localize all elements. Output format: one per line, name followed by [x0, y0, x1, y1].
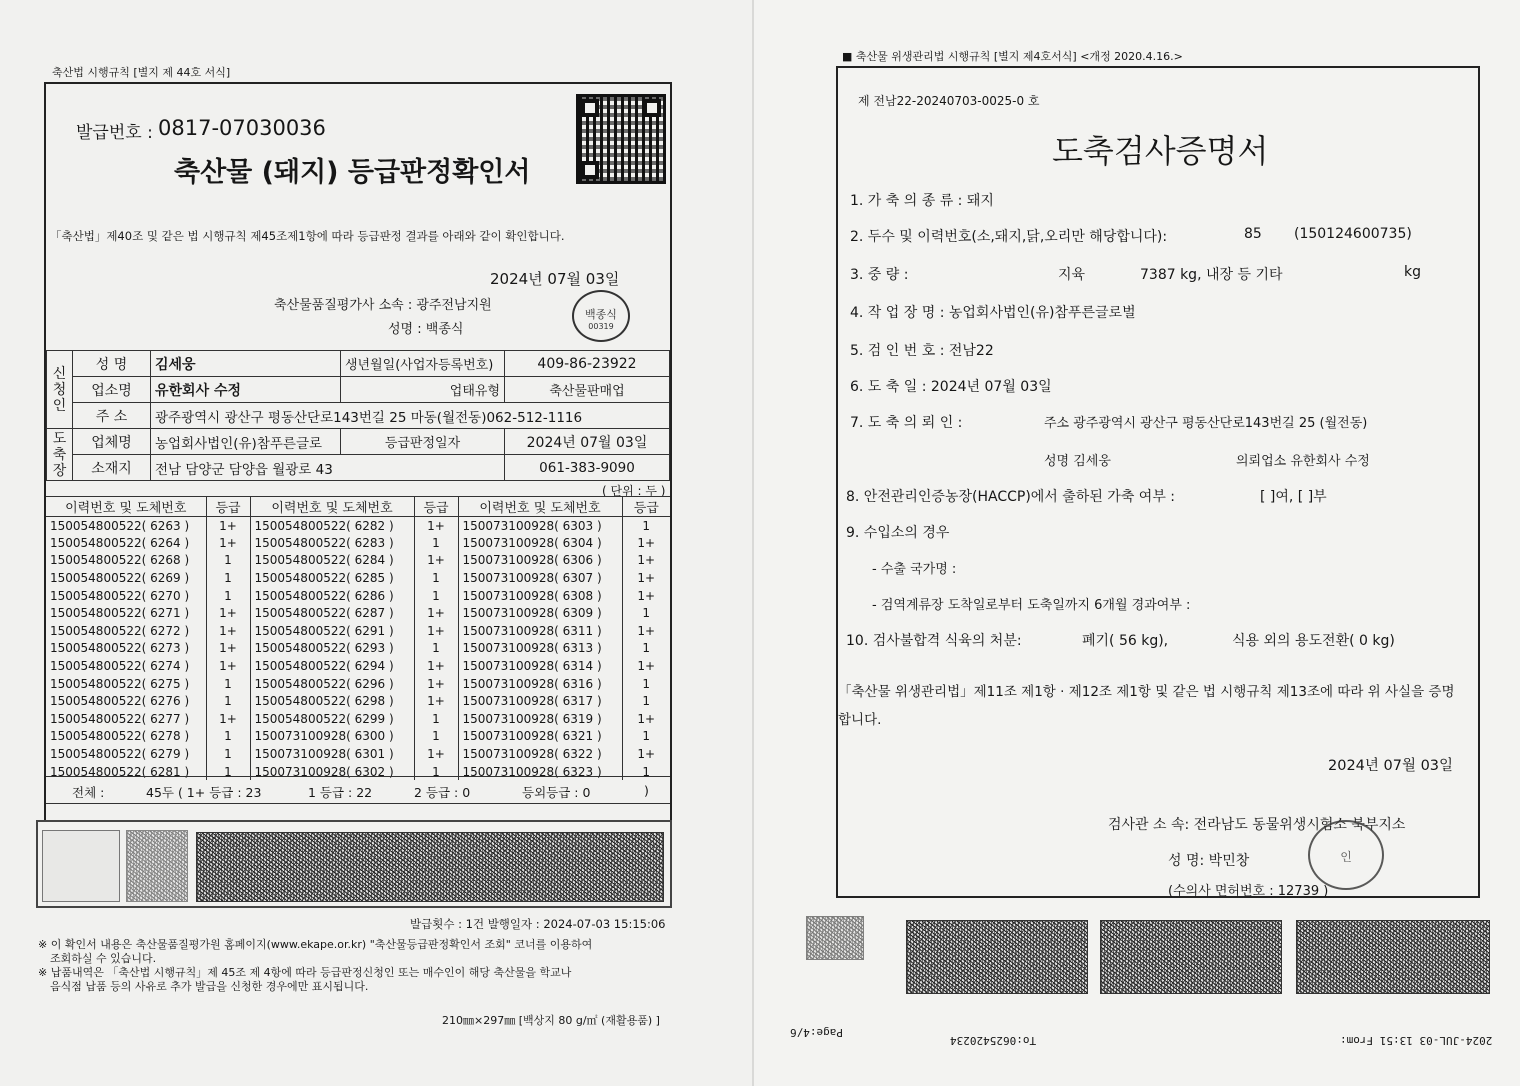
carcass-id-3: 150073100928( 6321 )	[458, 728, 622, 746]
grade-table-row	[46, 587, 670, 605]
evaluator-name: 성명 : 백종식	[388, 322, 464, 337]
carcass-id-3: 150073100928( 6304 )	[458, 534, 622, 552]
carcass-id-3: 150073100928( 6317 )	[458, 692, 622, 710]
business-label: 업소명	[73, 377, 151, 403]
grade-table-row	[46, 657, 670, 675]
barcode-small-icon	[806, 916, 864, 960]
barcode-blank-icon	[42, 830, 120, 902]
inspector-seal-text: 인	[1340, 850, 1352, 864]
carcass-grade-3: 1+	[637, 747, 656, 762]
carcass-grade-2: 1	[414, 569, 458, 587]
carcass-id-3: 150073100928( 6306 )	[458, 552, 622, 570]
item-7-business: 의뢰업소 유한회사 수정	[1236, 454, 1370, 469]
carcass-grade-1: 1	[206, 675, 250, 693]
carcass-id-1: 150054800522( 6278 )	[46, 728, 206, 746]
carcass-id-3: 150073100928( 6316 )	[458, 675, 622, 693]
carcass-grade-2: 1+	[414, 657, 458, 675]
carcass-id-2: 150054800522( 6284 )	[250, 552, 414, 570]
carcass-id-3: 150073100928( 6319 )	[458, 710, 622, 728]
grade-table-row	[46, 569, 670, 587]
summary-grade2: 2 등급 : 0	[414, 785, 471, 800]
carcass-grade-3: 1+	[637, 571, 656, 586]
item-7-address: 주소 광주광역시 광산구 평동산단로143번길 25 (월전동)	[1044, 416, 1368, 431]
grade-table	[46, 496, 670, 780]
grade-table-row	[46, 745, 670, 763]
carcass-grade-3: 1+	[637, 553, 656, 568]
carcass-id-1: 150054800522( 6264 )	[46, 534, 206, 552]
item-9b-quarantine: - 검역계류장 도착일로부터 도축일까지 6개월 경과여부 :	[872, 598, 1191, 613]
carcass-id-3: 150073100928( 6323 )	[458, 763, 622, 781]
carcass-grade-1: 1	[206, 745, 250, 763]
item-7-name: 성명 김세웅	[1044, 454, 1111, 469]
summary-total-label: 전체 :	[72, 785, 105, 800]
issue-info: 발급횟수 : 1건 발행일자 : 2024-07-03 15:15:06	[410, 917, 666, 931]
inspection-legal-text-a: 「축산물 위생관리법」제11조 제1항 · 제12조 제1항 및 같은 법 시행규칙 제13조에 따라 위 사실을 증명	[838, 684, 1455, 700]
inspection-title: 도축검사증명서	[1052, 132, 1269, 170]
carcass-grade-3: 1	[642, 641, 651, 656]
carcass-grade-2: 1	[414, 710, 458, 728]
carcass-id-2: 150054800522( 6291 )	[250, 622, 414, 640]
barcode-gray-icon	[126, 830, 188, 902]
item-3-unit: kg	[1404, 264, 1421, 280]
issue-number: 0817-07030036	[158, 116, 326, 140]
carcass-id-2: 150054800522( 6294 )	[250, 657, 414, 675]
item-7-requester: 7. 도 축 의 뢰 인 :	[850, 415, 963, 431]
carcass-grade-3: 1	[642, 518, 651, 533]
seal-number: 00319	[588, 322, 614, 331]
applicant-table	[46, 350, 670, 481]
col-grade-header-3: 등급	[622, 497, 670, 517]
legal-basis-text: 「축산법」제40조 및 같은 법 시행규칙 제45조제1항에 따라 등급판정 결과를 아래와 같이 확인합니다.	[50, 229, 565, 243]
item-6-slaughter-date: 6. 도 축 일 : 2024년 07월 03일	[850, 379, 1052, 395]
carcass-id-2: 150054800522( 6282 )	[250, 517, 414, 535]
carcass-grade-1: 1+	[206, 710, 250, 728]
grade-table-row	[46, 640, 670, 658]
carcass-grade-2: 1+	[414, 622, 458, 640]
carcass-grade-3: 1	[642, 729, 651, 744]
item-2-trace-id: (150124600735)	[1294, 226, 1412, 242]
carcass-grade-3: 1	[642, 676, 651, 691]
carcass-grade-1: 1+	[206, 640, 250, 658]
address-value: 광주광역시 광산구 평동산단로143번길 25 마동(월전동)062-512-1116	[151, 403, 670, 429]
grade-table-row	[46, 604, 670, 622]
carcass-id-2: 150054800522( 6298 )	[250, 692, 414, 710]
carcass-grade-1: 1+	[206, 604, 250, 622]
col-grade-header-2: 등급	[414, 497, 458, 517]
item-8-options: [ ]여, [ ]부	[1260, 489, 1327, 505]
carcass-grade-1: 1	[206, 728, 250, 746]
carcass-grade-3: 1+	[637, 588, 656, 603]
grade-date-label: 등급판정일자	[341, 429, 505, 455]
carcass-grade-2: 1+	[414, 604, 458, 622]
note-1a: ※ 이 확인서 내용은 축산물품질평가원 홈페이지(www.ekape.or.kr) "축산물등급판정확인서 조회" 코너를 이용하여	[38, 938, 593, 951]
business-type-label: 업태유형	[341, 377, 505, 403]
carcass-grade-2: 1+	[414, 517, 458, 535]
evaluator-affiliation: 축산물품질평가사 소속 : 광주전남지원	[274, 298, 492, 313]
col-id-header-2: 이력번호 및 도체번호	[250, 497, 414, 517]
carcass-id-3: 150073100928( 6309 )	[458, 604, 622, 622]
birth-value: 409-86-23922	[505, 351, 670, 377]
grade-table-row	[46, 728, 670, 746]
carcass-id-3: 150073100928( 6322 )	[458, 745, 622, 763]
location-label: 소재지	[73, 455, 151, 481]
carcass-grade-2: 1+	[414, 692, 458, 710]
location-phone: 061-383-9090	[505, 455, 670, 481]
applicant-group-label: 신청인	[47, 351, 73, 429]
form-reference: 축산법 시행규칙 [별지 제 44호 서식]	[52, 66, 231, 79]
location-value: 전남 담양군 담양읍 월광로 43	[151, 455, 505, 481]
grade-table-row	[46, 692, 670, 710]
grade-table-row	[46, 710, 670, 728]
item-9-import: 9. 수입소의 경우	[846, 525, 950, 541]
item-4-workplace: 4. 작 업 장 명 : 농업회사법인(유)참푸른글로벌	[850, 305, 1136, 321]
carcass-grade-1: 1+	[206, 517, 250, 535]
carcass-id-2: 150054800522( 6287 )	[250, 604, 414, 622]
item-8-haccp: 8. 안전관리인증농장(HACCP)에서 출하된 가축 여부 :	[846, 489, 1176, 505]
carcass-id-1: 150054800522( 6281 )	[46, 763, 206, 781]
col-id-header-1: 이력번호 및 도체번호	[46, 497, 206, 517]
carcass-grade-1: 1+	[206, 534, 250, 552]
carcass-grade-1: 1	[206, 692, 250, 710]
address-label: 주 소	[73, 403, 151, 429]
carcass-id-3: 150073100928( 6311 )	[458, 622, 622, 640]
name-value: 김세웅	[151, 351, 341, 377]
confirmation-date: 2024년 07월 03일	[490, 270, 620, 288]
carcass-grade-2: 1+	[414, 745, 458, 763]
summary-out-grade: 등외등급 : 0	[522, 785, 591, 800]
barcode-pattern-icon	[196, 832, 664, 902]
certificate-title: 축산물 (돼지) 등급판정확인서	[174, 157, 531, 188]
inspector-seal-icon	[1308, 820, 1384, 890]
col-grade-header-1: 등급	[206, 497, 250, 517]
carcass-id-1: 150054800522( 6263 )	[46, 517, 206, 535]
carcass-id-2: 150054800522( 6293 )	[250, 640, 414, 658]
grade-table-row	[46, 622, 670, 640]
carcass-grade-2: 1	[414, 728, 458, 746]
certificate-number: 제 전남22-20240703-0025-0 호	[858, 94, 1040, 108]
grade-table-row	[46, 675, 670, 693]
item-10-disposal: 10. 검사불합격 식육의 처분:	[846, 633, 1022, 649]
paper-spec: 210㎜×297㎜ [백상지 80 g/㎡ (재활용품) ]	[442, 1014, 660, 1027]
carcass-id-1: 150054800522( 6273 )	[46, 640, 206, 658]
seal-name: 백종식	[585, 308, 617, 321]
col-id-header-3: 이력번호 및 도체번호	[458, 497, 622, 517]
barcode-block-2-icon	[1100, 920, 1282, 994]
carcass-id-3: 150073100928( 6303 )	[458, 517, 622, 535]
item-3-weight: 3. 중 량 :	[850, 267, 909, 283]
slaughter-inspection-sheet	[754, 0, 1520, 1086]
item-10-discard: 폐기( 56 kg),	[1082, 633, 1169, 649]
carcass-id-2: 150054800522( 6285 )	[250, 569, 414, 587]
summary-close: )	[644, 783, 649, 798]
grade-summary-row	[46, 776, 670, 804]
carcass-grade-2: 1+	[414, 675, 458, 693]
qr-code-icon	[576, 94, 666, 184]
company-label: 업체명	[73, 429, 151, 455]
issue-number-label: 발급번호 :	[76, 123, 153, 143]
carcass-grade-1: 1+	[206, 622, 250, 640]
carcass-id-3: 150073100928( 6313 )	[458, 640, 622, 658]
carcass-grade-1: 1	[206, 587, 250, 605]
business-value: 유한회사 수정	[151, 377, 341, 403]
business-type-value: 축산물판매업	[505, 377, 670, 403]
carcass-grade-2: 1	[414, 763, 458, 781]
carcass-id-1: 150054800522( 6277 )	[46, 710, 206, 728]
company-value: 농업회사법인(유)참푸른글로	[151, 429, 341, 455]
carcass-id-2: 150073100928( 6300 )	[250, 728, 414, 746]
carcass-grade-2: 1	[414, 587, 458, 605]
barcode-block-1-icon	[906, 920, 1088, 994]
slaughterhouse-group-label: 도축장	[47, 429, 73, 481]
item-3-carcass: 지육	[1058, 267, 1086, 283]
carcass-id-3: 150073100928( 6307 )	[458, 569, 622, 587]
note-2b: 음식점 납품 등의 사유로 추가 발급을 신청한 경우에만 표시됩니다.	[50, 980, 369, 993]
carcass-id-2: 150054800522( 6299 )	[250, 710, 414, 728]
note-2a: ※ 납품내역은 「축산법 시행규칙」제 45조 제 4항에 따라 등급판정신청인 또는 매수인이 해당 축산물을 학교나	[38, 966, 572, 979]
form-reference-right: ■ 축산물 위생관리법 시행규칙 [별지 제4호서식] <개정 2020.4.16.>	[842, 50, 1183, 63]
note-1b: 조회하실 수 있습니다.	[50, 952, 157, 965]
carcass-id-1: 150054800522( 6275 )	[46, 675, 206, 693]
carcass-id-1: 150054800522( 6269 )	[46, 569, 206, 587]
item-3-carcass-weight: 7387 kg, 내장 등 기타	[1140, 267, 1283, 283]
carcass-grade-3: 1+	[637, 623, 656, 638]
carcass-grade-3: 1+	[637, 535, 656, 550]
carcass-id-3: 150073100928( 6308 )	[458, 587, 622, 605]
carcass-grade-3: 1	[642, 606, 651, 621]
evaluator-seal-icon	[572, 290, 630, 342]
carcass-id-1: 150054800522( 6271 )	[46, 604, 206, 622]
carcass-id-1: 150054800522( 6270 )	[46, 587, 206, 605]
carcass-id-2: 150054800522( 6286 )	[250, 587, 414, 605]
grade-date-value: 2024년 07월 03일	[505, 429, 670, 455]
carcass-id-2: 150073100928( 6302 )	[250, 763, 414, 781]
item-5-stamp-number: 5. 검 인 번 호 : 전남22	[850, 343, 994, 359]
carcass-grade-3: 1+	[637, 711, 656, 726]
item-10-conversion: 식용 외의 용도전환( 0 kg)	[1232, 633, 1395, 649]
inspection-legal-text-b: 합니다.	[838, 712, 882, 728]
grade-certificate-frame	[44, 82, 672, 822]
carcass-id-2: 150054800522( 6296 )	[250, 675, 414, 693]
carcass-grade-3: 1	[642, 764, 651, 779]
carcass-grade-2: 1	[414, 534, 458, 552]
carcass-id-1: 150054800522( 6279 )	[46, 745, 206, 763]
inspector-license: (수의사 면허번호 : 12739 )	[1168, 884, 1329, 899]
barcode-frame	[36, 820, 672, 908]
carcass-id-2: 150073100928( 6301 )	[250, 745, 414, 763]
carcass-grade-1: 1	[206, 552, 250, 570]
item-9a-country: - 수출 국가명 :	[872, 562, 957, 577]
inspector-affiliation: 검사관 소 속: 전라남도 동물위생시험소 북부지소	[1108, 817, 1406, 833]
fax-page: Page:4/6	[790, 1026, 843, 1039]
carcass-id-1: 150054800522( 6276 )	[46, 692, 206, 710]
fax-from: 2024-JUL-03 13:51 From:	[1340, 1034, 1493, 1047]
carcass-id-1: 150054800522( 6268 )	[46, 552, 206, 570]
grade-certificate-sheet	[0, 0, 752, 1086]
inspector-name: 성 명: 박민창	[1168, 853, 1250, 869]
inspection-date: 2024년 07월 03일	[1328, 758, 1454, 774]
fax-to: To:0625420234	[950, 1034, 1037, 1047]
inspection-certificate-frame	[836, 66, 1480, 898]
name-label: 성 명	[73, 351, 151, 377]
grade-table-row	[46, 534, 670, 552]
item-2-count: 85	[1244, 226, 1262, 242]
carcass-id-3: 150073100928( 6314 )	[458, 657, 622, 675]
carcass-grade-1: 1	[206, 763, 250, 781]
grade-table-body	[46, 517, 670, 781]
item-1-species: 1. 가 축 의 종 류 : 돼지	[850, 193, 994, 209]
summary-total: 45두 ( 1+ 등급 : 23	[146, 785, 262, 800]
unit-label: ( 단위 : 두 )	[602, 484, 666, 498]
summary-grade1: 1 등급 : 22	[308, 785, 373, 800]
grade-table-row	[46, 517, 670, 535]
carcass-grade-2: 1+	[414, 552, 458, 570]
carcass-id-1: 150054800522( 6274 )	[46, 657, 206, 675]
carcass-grade-1: 1	[206, 569, 250, 587]
birth-label: 생년월일(사업자등록번호)	[341, 351, 505, 377]
barcode-block-3-icon	[1296, 920, 1490, 994]
grade-table-row	[46, 552, 670, 570]
carcass-id-1: 150054800522( 6272 )	[46, 622, 206, 640]
carcass-grade-2: 1	[414, 640, 458, 658]
carcass-grade-1: 1+	[206, 657, 250, 675]
carcass-id-2: 150054800522( 6283 )	[250, 534, 414, 552]
carcass-grade-3: 1	[642, 694, 651, 709]
item-2-heads: 2. 두수 및 이력번호(소,돼지,닭,오리만 해당합니다):	[850, 229, 1168, 245]
carcass-grade-3: 1+	[637, 659, 656, 674]
